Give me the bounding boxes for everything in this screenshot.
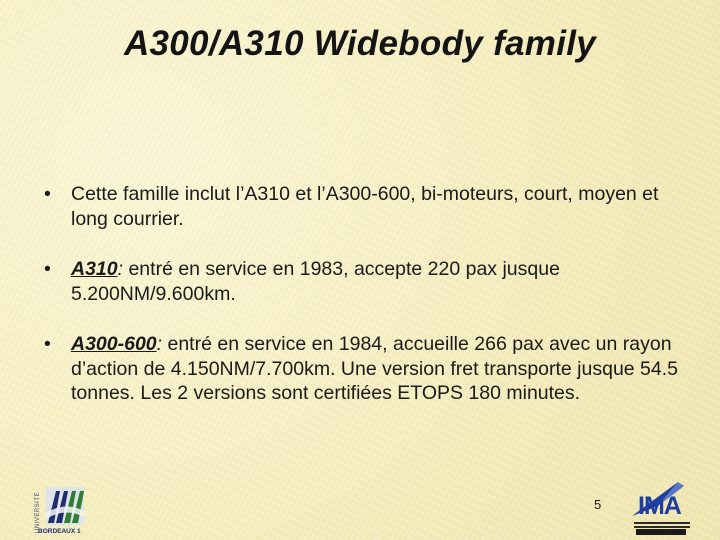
- bullet-term: A300-600: [71, 333, 157, 355]
- logo-bottom-text: BORDEAUX 1: [38, 528, 81, 535]
- logo-side-text: UNIVERSITÉ: [35, 491, 41, 533]
- slide-title: A300/A310 Widebody family: [123, 24, 597, 63]
- ima-text: IMA: [638, 492, 681, 520]
- bullet-item: [44, 182, 684, 231]
- bullet-text: entré en service en 1983, accepte 220 pax jusque 5.200NM/9.600km.: [71, 258, 560, 305]
- bullet-list: [44, 182, 684, 432]
- bullet-term-colon: :: [117, 258, 124, 280]
- bullet-text: Cette famille inclut l’A310 et l’A300-600, bi-moteurs, court, moyen et long courrier.: [71, 183, 659, 230]
- ima-tagline-box: [636, 529, 686, 535]
- bordeaux-university-logo: [34, 483, 94, 540]
- bullet-text: entré en service en 1984, accueille 266 pax avec un rayon d’action de 4.150NM/7.700km. Une version fret transporte jusque 54.5 tonnes. Les 2 versions sont certifiées ETOPS 180 minutes.: [71, 333, 679, 404]
- bullet-dot-icon: •: [44, 258, 51, 280]
- bullet-term: A310: [71, 258, 118, 280]
- page-number: 5: [594, 497, 602, 512]
- bullet-item: [44, 257, 684, 306]
- bullet-dot-icon: •: [44, 183, 51, 205]
- bullet-item: [44, 332, 684, 406]
- ima-logo: [628, 480, 694, 540]
- bullet-dot-icon: •: [44, 333, 51, 355]
- bordeaux-emblem-icon: [34, 483, 94, 529]
- bullet-term-colon: :: [156, 333, 163, 355]
